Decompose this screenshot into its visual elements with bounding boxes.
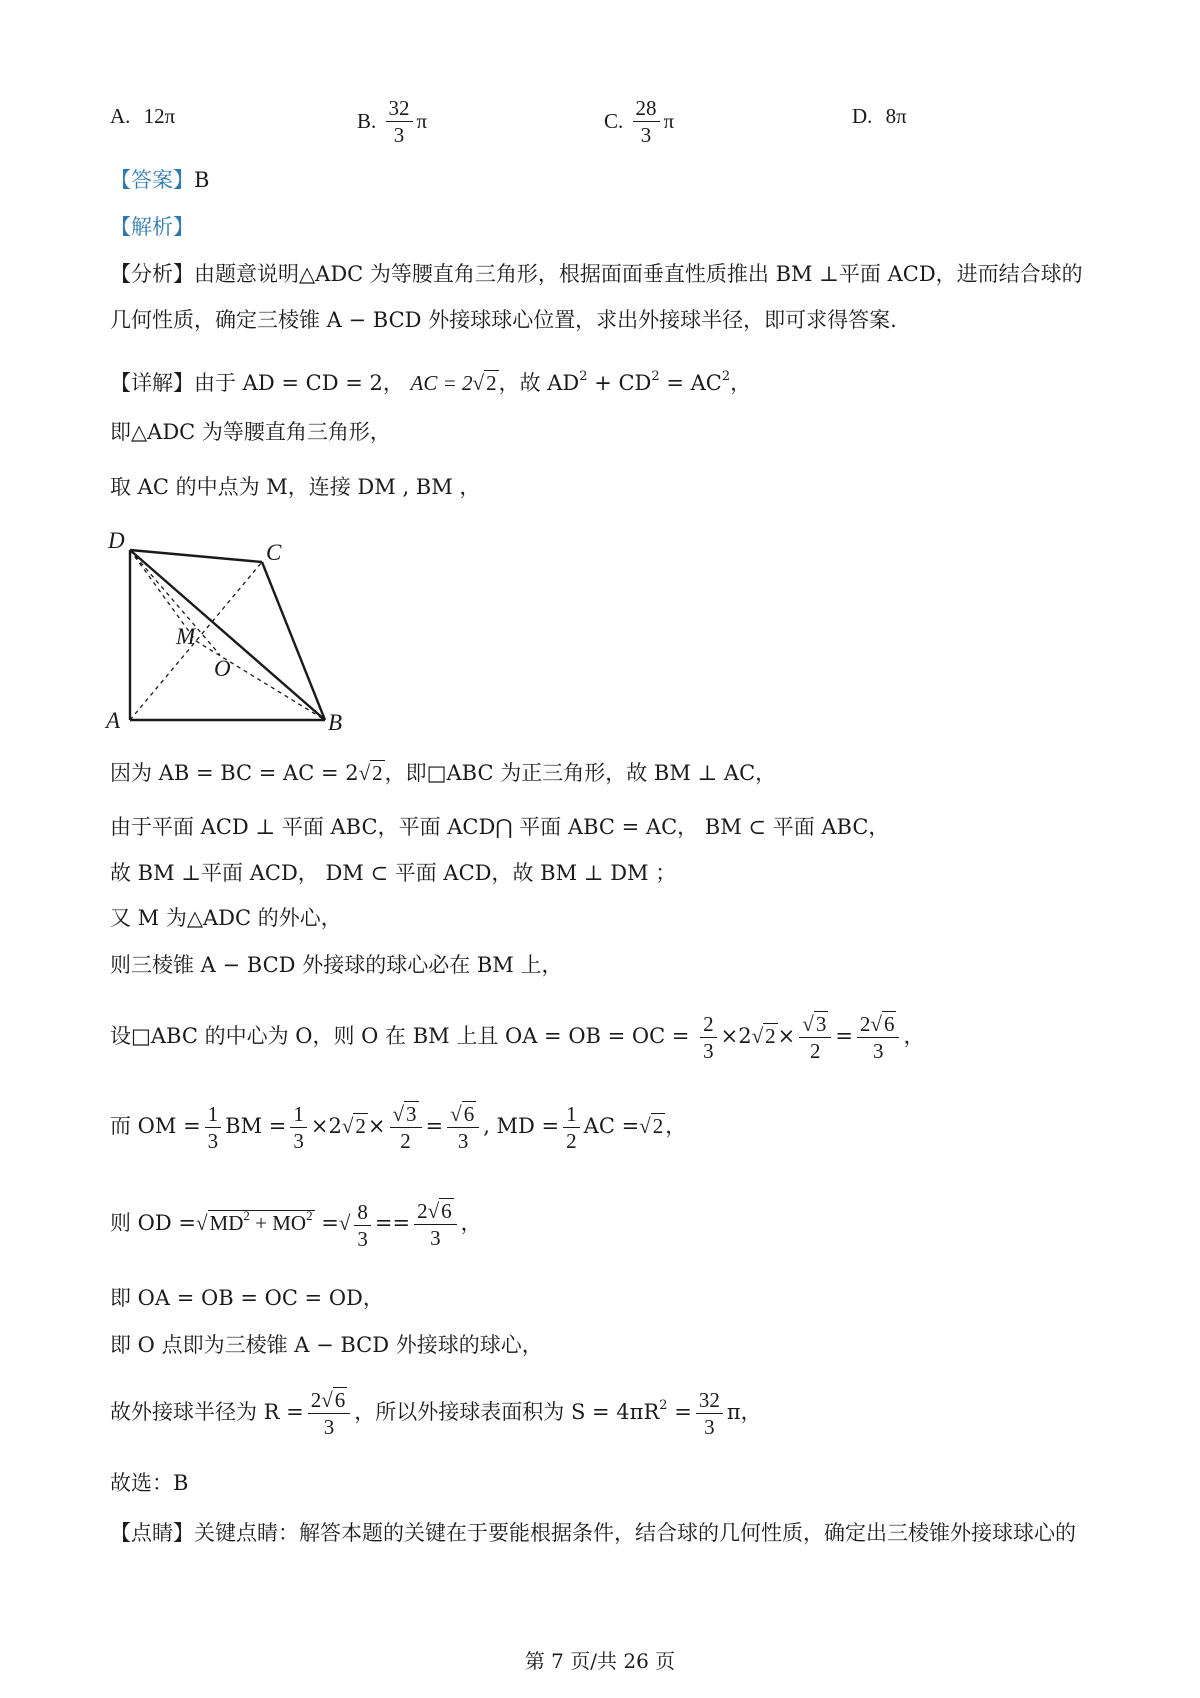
sqrt-2-c-radicand: 2 [355,1114,366,1138]
option-d-value: 8π [885,104,907,128]
option-c-num: 28 [633,95,660,122]
line-11-d: = [314,1211,339,1235]
xiangjie-l1-a: 由于 AD = CD = 2， [194,371,404,395]
frac-sqrt3-2-b-num: √3 [390,1101,422,1128]
line-14-c: = [667,1400,692,1424]
option-a [110,104,175,129]
frac-8-3-den: 3 [357,1226,368,1251]
sup-3: 2 [721,369,731,384]
tetrahedron-figure [100,520,360,735]
edge-cb [262,562,325,720]
frac-sqrt6-3-radicand: 6 [463,1102,475,1126]
sqrt-2-b-radicand: 2 [765,1024,776,1048]
frac-2sqrt6-3-coef: 2 [859,1012,871,1036]
line-12: 即 OA = OB = OC = OD， [110,1286,384,1310]
line-16 [110,1518,1076,1548]
sqrt-two-2: √2 [358,761,383,785]
sqrt-2-b: √2 [751,1024,776,1048]
option-b-label: B. [357,109,377,133]
line-11-b: MD [209,1211,244,1235]
line-7: 又 M 为△ADC 的外心， [110,906,342,930]
frac-2sqrt6-3-c-coef: 2 [310,1388,322,1412]
frac-2sqrt6-3-b-radicand: 6 [441,1199,452,1223]
line-3: 取 AC 的中点为 M，连接 DM , BM ， [110,475,481,499]
sqrt-two-2-radicand: 2 [372,761,383,785]
frac-8-3 [354,1199,371,1252]
line-10-b: BM = [225,1114,287,1138]
sqrt-sum: $√MD^2 + MO^2$ [196,1208,313,1235]
sup-2: 2 [651,369,660,384]
label-b: B [328,710,343,735]
dianjing-tag: 【点睛】 [110,1521,194,1545]
frac-2sqrt6-3-c-num: 2√6 [308,1387,351,1414]
option-c [604,95,674,148]
frac-2sqrt6-3-num: 2√6 [857,1011,900,1038]
sqrt-two: √2 [472,371,497,395]
frac-1-3-a-num: 1 [205,1101,222,1128]
option-b [357,95,427,148]
line-9-a: 设□ABC 的中心为 O，则 O 在 BM 上且 OA = OB = OC = [110,1024,690,1048]
line-11-a: 则 OD = [110,1211,196,1235]
line-11-c: + MO [249,1211,307,1235]
frac-2sqrt6-3-b-coef: 2 [417,1199,428,1223]
answer-value: B [194,168,210,192]
option-c-den: 3 [640,123,652,147]
label-d: D [108,528,125,553]
analysis-tag: 【解析】 [110,215,194,239]
frac-1-3-a [205,1101,222,1154]
edge-db [130,550,325,720]
xiangjie-l1-f: = AC [659,371,722,395]
sqrt-2-d: √2 [639,1114,664,1138]
comma-10: ， [665,1114,687,1138]
frac-sqrt3-2 [799,1011,831,1064]
frac-2sqrt6-3-c-den: 3 [323,1415,335,1439]
sup-5: 2 [306,1208,313,1223]
frac-1-3-b-num: 1 [290,1101,307,1128]
option-c-label: C. [604,109,624,133]
frac-32-3-den: 3 [704,1415,715,1439]
analysis-line [110,212,194,242]
frac-8-3-num: 8 [354,1199,371,1226]
fenxi-line-2: 几何性质，确定三棱锥 A − BCD 外接球球心位置，求出外接球半径，即可求得答案. [110,308,897,332]
edge-do-dashed [130,550,220,655]
frac-1-2-den: 2 [566,1129,577,1153]
line-10: 而 OM = $\frac{1}{3}$ BM = $\frac{1}{3}$ ×2√2× $\frac{√3}{2}$ = $\frac{√6}{3}$ , MD = $\frac{1}{2}$ AC =√2， [110,1098,686,1154]
frac-2sqrt6-3-b-den: 3 [430,1226,441,1250]
option-c-fraction [633,95,660,148]
frac-32-3 [696,1387,723,1440]
answer-tag: 【答案】 [110,168,194,192]
times-3: × [310,1114,329,1138]
sup-4: 2 [243,1208,250,1223]
times-4: × [367,1114,386,1138]
edge-dc [130,550,262,562]
frac-sqrt3-2-den: 2 [810,1039,821,1063]
line-14 [110,1378,762,1440]
sqrt-2-c: √2 [341,1114,366,1138]
frac-2sqrt6-3 [857,1011,900,1064]
line-11 [110,1188,482,1252]
option-b-num: 32 [386,95,413,122]
frac-2sqrt6-3-radicand: 6 [883,1012,895,1036]
dianjing-text: 关键点睛：解答本题的关键在于要能根据条件，结合球的几何性质，确定出三棱锥外接球球心的 [194,1521,1076,1545]
label-m: M [176,624,196,649]
frac-sqrt6-3 [447,1101,479,1154]
fenxi-tag: 【分析】 [110,262,194,286]
comma-14: ， [740,1400,762,1424]
frac-sqrt3-2-radicand: 3 [815,1012,827,1036]
frac-2-3-den: 3 [703,1039,714,1063]
line-13: 即 O 点即为三棱锥 A − BCD 外接球的球心， [110,1333,543,1357]
label-c: C [266,540,282,565]
sup-6: 2 [659,1398,668,1413]
comma-11: ， [460,1211,482,1235]
option-b-den: 3 [393,123,405,147]
frac-2sqrt6-3-b [414,1198,457,1251]
frac-1-2-num: 1 [563,1101,580,1128]
frac-1-3-a-den: 3 [207,1129,219,1153]
line-15: 故选：B [110,1471,189,1495]
line-9: 设□ABC 的中心为 O，则 O 在 BM 上且 OA = OB = OC = $\frac{2}{3}$ ×2√2× $\frac{√3}{2}$ = $\frac{2√6}{3}$ ， [110,1008,924,1064]
line-4-c: ，即□ABC 为正三角形，故 BM ⊥ AC， [384,761,777,785]
frac-32-3-num: 32 [696,1387,723,1414]
frac-sqrt3-2-num: √3 [799,1011,831,1038]
frac-sqrt3-2-b-den: 2 [400,1129,411,1153]
line-4 [110,758,776,788]
sqrt-8-3: √ $\frac{8}{3}$ [339,1195,375,1252]
option-b-fraction [386,95,413,148]
xiangjie-tag: 【详解】 [110,371,194,395]
frac-2sqrt6-3-den: 3 [872,1039,884,1063]
pi-14: π [726,1400,741,1424]
line-10-a: 而 OM = [110,1114,201,1138]
line-2: 即△ADC 为等腰直角三角形， [110,420,391,444]
frac-sqrt3-2-b-radicand: 3 [406,1102,417,1126]
option-d-label: D. [852,104,873,128]
line-11-e: == [374,1211,411,1235]
line-14-a: 故外接球半径为 R = [110,1400,304,1424]
page-footer: 第 7 页/共 26 页 [524,1649,676,1673]
frac-sqrt6-3-den: 3 [457,1129,469,1153]
sqrt-2-d-radicand: 2 [652,1114,664,1138]
frac-1-3-b-den: 3 [293,1129,304,1153]
xiangjie-l1-e: + CD [587,371,652,395]
xiangjie-l1-b: AC = 2 [410,371,473,395]
frac-2sqrt6-3-c-radicand: 6 [334,1388,346,1412]
fenxi-line-1 [110,259,1083,289]
comma-9: ， [903,1024,925,1048]
xiangjie-l1-d: ，故 AD [498,371,580,395]
label-a: A [106,708,121,733]
line-14-b: ，所以外接球表面积为 S = 4πR [354,1400,660,1424]
fenxi-text-1: 由题意说明△ADC 为等腰直角三角形，根据面面垂直性质推出 BM ⊥平面 ACD，进而结合球的 [194,262,1083,286]
coef-2b: 2 [328,1114,342,1138]
frac-2sqrt6-3-c [308,1387,351,1440]
option-d [852,104,907,129]
frac-sqrt6-3-num: √6 [447,1101,479,1128]
option-c-pi: π [663,109,675,133]
frac-2-3-num: 2 [700,1011,717,1038]
frac-2sqrt6-3-b-num: 2√6 [414,1198,457,1225]
sup-1: 2 [579,369,588,384]
frac-1-3-b [290,1101,307,1154]
line-10-d: AC = [583,1114,640,1138]
label-o: O [214,656,231,681]
frac-sqrt3-2-b [390,1101,422,1154]
coef-2: 2 [738,1024,752,1048]
answer-line [110,165,209,195]
line-4-a: 因为 AB = BC = AC = 2 [110,761,359,785]
times-2: × [777,1024,796,1048]
times-1: × [720,1024,739,1048]
xiangjie-l1-g: ， [730,371,752,395]
xiangjie-line-1 [110,362,751,398]
option-b-pi: π [416,109,428,133]
option-a-value: 12π [143,104,176,128]
frac-1-2 [563,1101,580,1154]
option-a-label: A. [110,104,131,128]
line-5: 由于平面 ACD ⊥ 平面 ABC，平面 ACD⋂ 平面 ABC = AC， BM ⊂ 平面 ABC， [110,815,890,839]
line-8: 则三棱锥 A − BCD 外接球的球心必在 BM 上， [110,953,563,977]
line-6: 故 BM ⊥平面 ACD， DM ⊂ 平面 ACD，故 BM ⊥ DM ； [110,861,677,885]
frac-2-3 [700,1011,717,1064]
sqrt-two-radicand: 2 [486,371,497,395]
line-10-c: , MD = [483,1114,560,1138]
